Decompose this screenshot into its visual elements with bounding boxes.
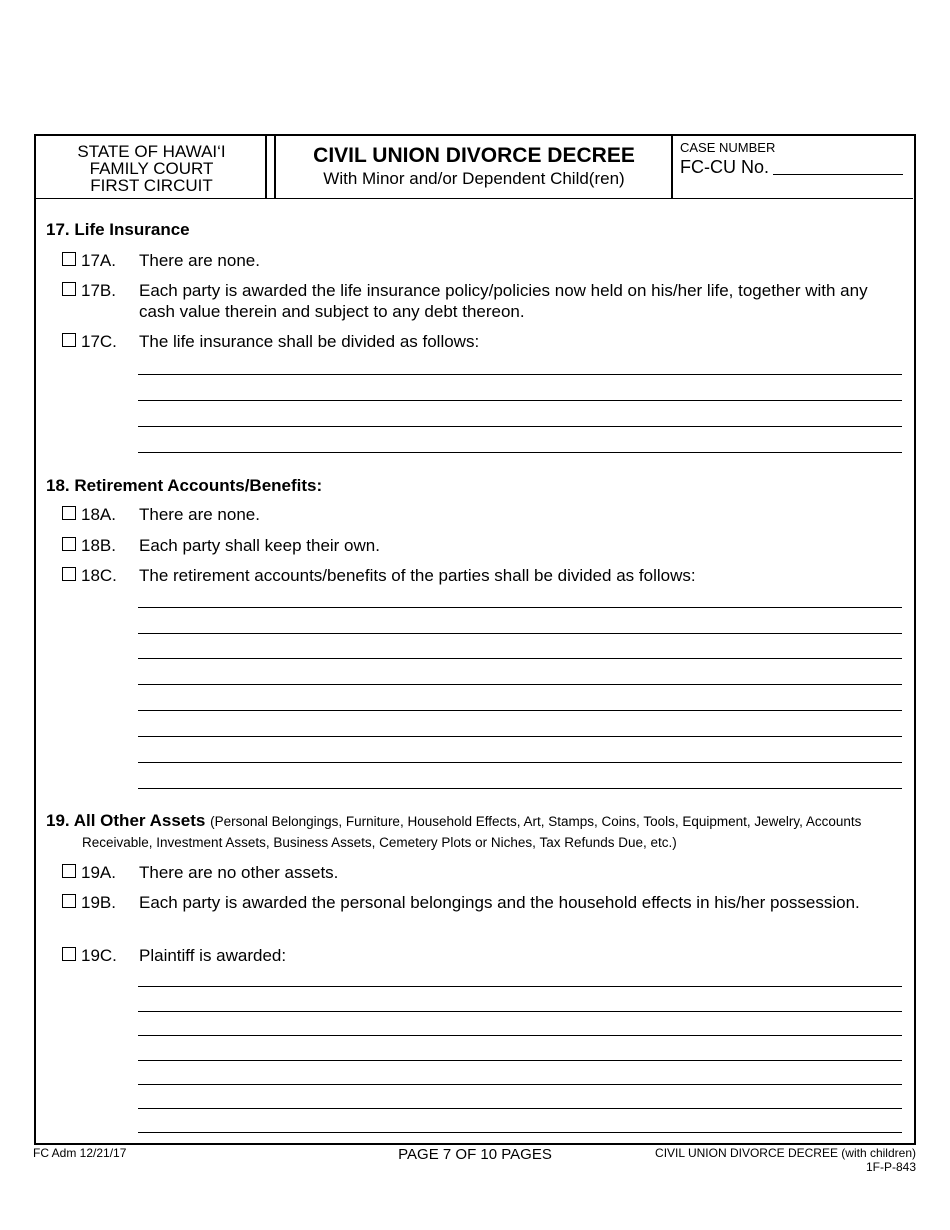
write-line[interactable] [138,1108,902,1109]
case-number-field[interactable] [773,174,903,175]
write-line[interactable] [138,684,902,685]
section-19-note: (Personal Belongings, Furniture, Household Effects, Art, Stamps, Coins, Tools, Equipment, Jewelry, Accounts [210,814,862,829]
footer-form-title: CIVIL UNION DIVORCE DECREE (with children) [655,1146,916,1160]
court-name [36,136,267,198]
court-state: STATE OF HAWAI‘I [77,142,226,161]
write-line[interactable] [138,426,902,427]
form-header [36,136,913,199]
write-line[interactable] [138,736,902,737]
item-code: 19A. [81,863,116,882]
checkbox-18c[interactable] [62,567,76,581]
form-title-block [276,136,672,198]
section-17-title: 17. Life Insurance [46,220,190,239]
item-code: 18B. [81,536,116,555]
checkbox-19b[interactable] [62,894,76,908]
write-line[interactable] [138,762,902,763]
case-number-block [680,136,912,198]
page-number: PAGE 7 OF 10 PAGES [398,1146,552,1163]
form-frame [34,134,916,1145]
checkbox-17c[interactable] [62,333,76,347]
court-type: FAMILY COURT [89,159,214,178]
item-text: Plaintiff is awarded: [139,946,287,965]
section-19-title [46,810,902,833]
checkbox-18b[interactable] [62,537,76,551]
write-line[interactable] [138,607,902,608]
write-line[interactable] [138,452,902,453]
checkbox-18a[interactable] [62,506,76,520]
section-18-title: 18. Retirement Accounts/Benefits: [46,476,323,495]
item-text: Each party is awarded the personal belongings and the household effects in his/her possession. [139,893,860,912]
item-text: There are none. [139,505,260,524]
form-title: CIVIL UNION DIVORCE DECREE [313,144,635,167]
header-divider [671,136,673,198]
item-text: The life insurance shall be divided as follows: [139,332,480,351]
checkbox-19a[interactable] [62,864,76,878]
item-text: Each party is awarded the life insurance policy/policies now held on his/her life, together with any cash value therein and subject to any debt thereon. [139,281,868,321]
write-line[interactable] [138,986,902,987]
item-code: 17C. [81,332,117,351]
form-footer-title [655,1146,916,1174]
item-text: There are none. [139,251,260,270]
write-line[interactable] [138,1011,902,1012]
item-text: There are no other assets. [139,863,339,882]
case-prefix: FC-CU No. [680,157,769,177]
write-line[interactable] [138,710,902,711]
item-code: 18C. [81,566,117,585]
section-19-heading: 19. All Other Assets [46,811,206,830]
write-line[interactable] [138,633,902,634]
item-text: The retirement accounts/benefits of the parties shall be divided as follows: [139,566,696,585]
item-code: 19C. [81,946,117,965]
checkbox-17b[interactable] [62,282,76,296]
checkbox-19c[interactable] [62,947,76,961]
case-number-label: CASE NUMBER [680,140,776,155]
form-subtitle: With Minor and/or Dependent Child(ren) [323,169,625,188]
section-19-note-cont: Receivable, Investment Assets, Business Assets, Cemetery Plots or Niches, Tax Refunds Due, etc.) [82,835,677,850]
form-id: FC Adm 12/21/17 [33,1146,127,1160]
write-line[interactable] [138,374,902,375]
item-code: 17A. [81,251,116,270]
footer-form-code: 1F-P-843 [865,1160,916,1174]
checkbox-17a[interactable] [62,252,76,266]
header-divider [265,136,267,198]
item-code: 18A. [81,505,116,524]
write-line[interactable] [138,1060,902,1061]
write-line[interactable] [138,1035,902,1036]
write-line[interactable] [138,1132,902,1133]
write-line[interactable] [138,658,902,659]
write-line[interactable] [138,400,902,401]
write-line[interactable] [138,788,902,789]
write-line[interactable] [138,1084,902,1085]
item-text: Each party shall keep their own. [139,536,380,555]
item-code: 17B. [81,281,116,300]
item-code: 19B. [81,893,116,912]
court-circuit: FIRST CIRCUIT [90,176,213,195]
